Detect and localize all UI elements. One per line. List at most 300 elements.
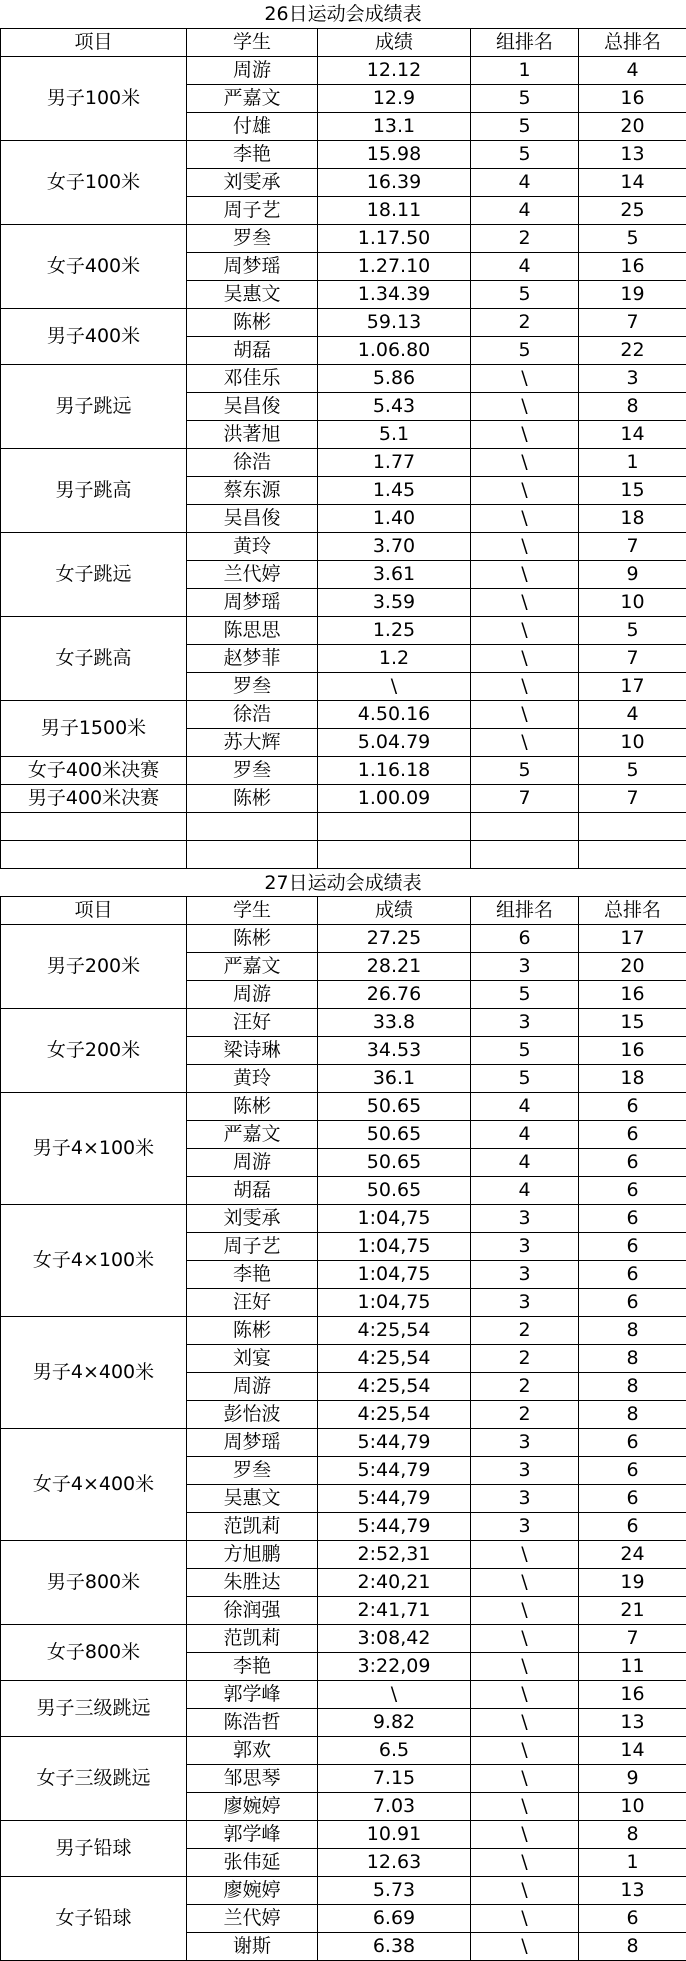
- student-cell: 兰代婷: [187, 1905, 318, 1933]
- overall-rank-cell: 5: [579, 617, 686, 645]
- score-cell: 1.27.10: [318, 253, 471, 281]
- overall-rank-cell: 10: [579, 729, 686, 757]
- student-cell: 廖婉婷: [187, 1793, 318, 1821]
- student-cell: 郭学峰: [187, 1821, 318, 1849]
- group-rank-cell: \: [471, 1709, 579, 1737]
- group-rank-cell: 3: [471, 953, 579, 981]
- overall-rank-cell: 9: [579, 1765, 686, 1793]
- event-cell: 男子跳高: [1, 449, 187, 533]
- overall-rank-cell: 21: [579, 1597, 686, 1625]
- group-rank-cell: 5: [471, 281, 579, 309]
- group-rank-cell: 5: [471, 1037, 579, 1065]
- group-rank-cell: \: [471, 505, 579, 533]
- overall-rank-cell: 13: [579, 1877, 686, 1905]
- group-rank-cell: 4: [471, 253, 579, 281]
- score-cell: 1.06.80: [318, 337, 471, 365]
- group-rank-cell: \: [471, 477, 579, 505]
- score-cell: 5:44,79: [318, 1457, 471, 1485]
- student-cell: 吴昌俊: [187, 393, 318, 421]
- group-rank-cell: 2: [471, 1373, 579, 1401]
- score-cell: 5.43: [318, 393, 471, 421]
- score-cell: 5.1: [318, 421, 471, 449]
- overall-rank-cell: 20: [579, 953, 686, 981]
- overall-rank-cell: 6: [579, 1261, 686, 1289]
- group-rank-cell: 5: [471, 113, 579, 141]
- student-cell: 陈彬: [187, 309, 318, 337]
- overall-rank-cell: 6: [579, 1429, 686, 1457]
- group-rank-cell: 7: [471, 785, 579, 813]
- overall-rank-cell: 25: [579, 197, 686, 225]
- student-cell: 方旭鹏: [187, 1541, 318, 1569]
- score-cell: 9.82: [318, 1709, 471, 1737]
- column-header: 项目: [1, 29, 187, 57]
- group-rank-cell: 3: [471, 1513, 579, 1541]
- score-cell: 26.76: [318, 981, 471, 1009]
- student-cell: 罗叁: [187, 673, 318, 701]
- day2-table-title: 27日运动会成绩表: [264, 872, 422, 894]
- group-rank-cell: 3: [471, 1485, 579, 1513]
- group-rank-cell: 2: [471, 225, 579, 253]
- score-cell: 4.50.16: [318, 701, 471, 729]
- student-cell: [187, 841, 318, 869]
- student-cell: 严嘉文: [187, 953, 318, 981]
- overall-rank-cell: 16: [579, 85, 686, 113]
- event-cell: 女子4×400米: [1, 1429, 187, 1541]
- overall-rank-cell: 7: [579, 1625, 686, 1653]
- score-cell: 1.34.39: [318, 281, 471, 309]
- event-cell: 女子400米: [1, 225, 187, 309]
- group-rank-cell: \: [471, 1933, 579, 1961]
- column-header: 项目: [1, 897, 187, 925]
- table-row: [1, 365, 686, 393]
- overall-rank-cell: [579, 841, 686, 869]
- overall-rank-cell: 9: [579, 561, 686, 589]
- score-cell: 3.61: [318, 561, 471, 589]
- student-cell: 徐浩: [187, 449, 318, 477]
- table-row: [1, 309, 686, 337]
- student-cell: 胡磊: [187, 1177, 318, 1205]
- event-cell: 男子三级跳远: [1, 1681, 187, 1737]
- event-cell: 男子100米: [1, 57, 187, 141]
- score-cell: 5:44,79: [318, 1429, 471, 1457]
- score-cell: 33.8: [318, 1009, 471, 1037]
- student-cell: 黄玲: [187, 1065, 318, 1093]
- score-cell: 1.77: [318, 449, 471, 477]
- overall-rank-cell: 8: [579, 1373, 686, 1401]
- student-cell: 黄玲: [187, 533, 318, 561]
- score-cell: 1:04,75: [318, 1289, 471, 1317]
- overall-rank-cell: 19: [579, 1569, 686, 1597]
- overall-rank-cell: 8: [579, 1821, 686, 1849]
- table-row: [1, 57, 686, 85]
- group-rank-cell: 3: [471, 1289, 579, 1317]
- group-rank-cell: \: [471, 1541, 579, 1569]
- overall-rank-cell: 19: [579, 281, 686, 309]
- event-cell: 男子400米决赛: [1, 785, 187, 813]
- student-cell: 郭学峰: [187, 1681, 318, 1709]
- student-cell: 陈思思: [187, 617, 318, 645]
- student-cell: 李艳: [187, 1261, 318, 1289]
- overall-rank-cell: 4: [579, 57, 686, 85]
- group-rank-cell: \: [471, 617, 579, 645]
- score-cell: 7.03: [318, 1793, 471, 1821]
- table-row: [1, 813, 686, 841]
- overall-rank-cell: 6: [579, 1485, 686, 1513]
- score-cell: 4:25,54: [318, 1317, 471, 1345]
- student-cell: 徐浩: [187, 701, 318, 729]
- student-cell: 周游: [187, 1149, 318, 1177]
- group-rank-cell: 4: [471, 1121, 579, 1149]
- score-cell: [318, 813, 471, 841]
- group-rank-cell: 3: [471, 1261, 579, 1289]
- overall-rank-cell: 10: [579, 589, 686, 617]
- overall-rank-cell: 6: [579, 1149, 686, 1177]
- score-cell: 5:44,79: [318, 1513, 471, 1541]
- event-cell: 男子800米: [1, 1541, 187, 1625]
- overall-rank-cell: 6: [579, 1457, 686, 1485]
- student-cell: 邓佳乐: [187, 365, 318, 393]
- student-cell: 范凯莉: [187, 1625, 318, 1653]
- table-row: [1, 785, 686, 813]
- student-cell: [187, 813, 318, 841]
- group-rank-cell: 3: [471, 1233, 579, 1261]
- student-cell: 吴惠文: [187, 281, 318, 309]
- overall-rank-cell: 18: [579, 505, 686, 533]
- overall-rank-cell: 13: [579, 1709, 686, 1737]
- student-cell: 胡磊: [187, 337, 318, 365]
- column-header: 学生: [187, 29, 318, 57]
- overall-rank-cell: 13: [579, 141, 686, 169]
- event-cell: 男子1500米: [1, 701, 187, 757]
- group-rank-cell: \: [471, 673, 579, 701]
- event-cell: 男子400米: [1, 309, 187, 365]
- table-row: [1, 225, 686, 253]
- score-cell: 1.2: [318, 645, 471, 673]
- event-cell: 女子4×100米: [1, 1205, 187, 1317]
- table-row: [1, 757, 686, 785]
- overall-rank-cell: [579, 813, 686, 841]
- student-cell: 陈浩哲: [187, 1709, 318, 1737]
- group-rank-cell: \: [471, 1849, 579, 1877]
- overall-rank-cell: 8: [579, 1345, 686, 1373]
- overall-rank-cell: 14: [579, 169, 686, 197]
- event-cell: [1, 841, 187, 869]
- student-cell: 刘雯承: [187, 169, 318, 197]
- score-cell: 7.15: [318, 1765, 471, 1793]
- group-rank-cell: \: [471, 1597, 579, 1625]
- score-cell: 1:04,75: [318, 1233, 471, 1261]
- student-cell: 刘宴: [187, 1345, 318, 1373]
- group-rank-cell: \: [471, 645, 579, 673]
- student-cell: 罗叁: [187, 757, 318, 785]
- group-rank-cell: \: [471, 561, 579, 589]
- group-rank-cell: 4: [471, 1149, 579, 1177]
- group-rank-cell: \: [471, 421, 579, 449]
- student-cell: 周游: [187, 57, 318, 85]
- overall-rank-cell: 6: [579, 1093, 686, 1121]
- group-rank-cell: \: [471, 533, 579, 561]
- score-cell: 2:40,21: [318, 1569, 471, 1597]
- group-rank-cell: \: [471, 1681, 579, 1709]
- score-cell: 5:44,79: [318, 1485, 471, 1513]
- score-cell: 3:22,09: [318, 1653, 471, 1681]
- table-row: [1, 925, 686, 953]
- group-rank-cell: 5: [471, 141, 579, 169]
- overall-rank-cell: 8: [579, 393, 686, 421]
- score-cell: \: [318, 673, 471, 701]
- group-rank-cell: 5: [471, 981, 579, 1009]
- score-cell: 6.38: [318, 1933, 471, 1961]
- group-rank-cell: 4: [471, 169, 579, 197]
- event-cell: 男子铅球: [1, 1821, 187, 1877]
- student-cell: 周梦瑶: [187, 589, 318, 617]
- overall-rank-cell: 6: [579, 1513, 686, 1541]
- table-row: [1, 1317, 686, 1345]
- score-cell: 2:52,31: [318, 1541, 471, 1569]
- group-rank-cell: 3: [471, 1205, 579, 1233]
- group-rank-cell: 5: [471, 1065, 579, 1093]
- score-cell: \: [318, 1681, 471, 1709]
- table-row: [1, 1821, 686, 1849]
- overall-rank-cell: 11: [579, 1653, 686, 1681]
- day1-table-title: 26日运动会成绩表: [264, 3, 422, 25]
- overall-rank-cell: 10: [579, 1793, 686, 1821]
- group-rank-cell: 2: [471, 1345, 579, 1373]
- overall-rank-cell: 8: [579, 1933, 686, 1961]
- student-cell: 陈彬: [187, 1093, 318, 1121]
- score-cell: 1.17.50: [318, 225, 471, 253]
- table-row: [1, 1429, 686, 1457]
- student-cell: 刘雯承: [187, 1205, 318, 1233]
- group-rank-cell: \: [471, 701, 579, 729]
- student-cell: 罗叁: [187, 1457, 318, 1485]
- score-cell: 1.45: [318, 477, 471, 505]
- group-rank-cell: 6: [471, 925, 579, 953]
- overall-rank-cell: 3: [579, 365, 686, 393]
- group-rank-cell: \: [471, 1905, 579, 1933]
- column-header: 学生: [187, 897, 318, 925]
- score-cell: 6.5: [318, 1737, 471, 1765]
- column-header: 组排名: [471, 29, 579, 57]
- student-cell: 朱胜达: [187, 1569, 318, 1597]
- score-cell: 5.86: [318, 365, 471, 393]
- overall-rank-cell: 7: [579, 309, 686, 337]
- event-cell: 男子200米: [1, 925, 187, 1009]
- score-cell: 4:25,54: [318, 1345, 471, 1373]
- event-cell: 女子100米: [1, 141, 187, 225]
- event-cell: 男子4×400米: [1, 1317, 187, 1429]
- event-cell: 男子跳远: [1, 365, 187, 449]
- score-cell: [318, 841, 471, 869]
- score-cell: 4:25,54: [318, 1401, 471, 1429]
- column-header: 成绩: [318, 897, 471, 925]
- overall-rank-cell: 7: [579, 645, 686, 673]
- event-cell: 女子200米: [1, 1009, 187, 1093]
- overall-rank-cell: 7: [579, 533, 686, 561]
- group-rank-cell: 2: [471, 1317, 579, 1345]
- score-cell: 5.73: [318, 1877, 471, 1905]
- group-rank-cell: \: [471, 729, 579, 757]
- day2-results-table: [0, 896, 686, 1961]
- overall-rank-cell: 5: [579, 757, 686, 785]
- student-cell: 严嘉文: [187, 85, 318, 113]
- student-cell: 严嘉文: [187, 1121, 318, 1149]
- table-row: [1, 449, 686, 477]
- event-cell: 女子铅球: [1, 1877, 187, 1961]
- score-cell: 1:04,75: [318, 1261, 471, 1289]
- student-cell: 谢斯: [187, 1933, 318, 1961]
- event-cell: 男子4×100米: [1, 1093, 187, 1205]
- overall-rank-cell: 1: [579, 1849, 686, 1877]
- score-cell: 12.63: [318, 1849, 471, 1877]
- student-cell: 蔡东源: [187, 477, 318, 505]
- table-row: [1, 1681, 686, 1709]
- overall-rank-cell: 15: [579, 1009, 686, 1037]
- column-header: 总排名: [579, 29, 686, 57]
- overall-rank-cell: 6: [579, 1205, 686, 1233]
- score-cell: 12.12: [318, 57, 471, 85]
- student-cell: 范凯莉: [187, 1513, 318, 1541]
- student-cell: 汪好: [187, 1009, 318, 1037]
- student-cell: 周游: [187, 981, 318, 1009]
- event-cell: 女子跳远: [1, 533, 187, 617]
- group-rank-cell: \: [471, 1625, 579, 1653]
- group-rank-cell: [471, 813, 579, 841]
- score-cell: 34.53: [318, 1037, 471, 1065]
- score-cell: 12.9: [318, 85, 471, 113]
- group-rank-cell: \: [471, 1793, 579, 1821]
- group-rank-cell: \: [471, 1653, 579, 1681]
- overall-rank-cell: 5: [579, 225, 686, 253]
- score-cell: 50.65: [318, 1149, 471, 1177]
- student-cell: 吴惠文: [187, 1485, 318, 1513]
- group-rank-cell: \: [471, 1765, 579, 1793]
- event-cell: 女子三级跳远: [1, 1737, 187, 1821]
- score-cell: 2:41,71: [318, 1597, 471, 1625]
- overall-rank-cell: 16: [579, 981, 686, 1009]
- table-row: [1, 1009, 686, 1037]
- student-cell: 廖婉婷: [187, 1877, 318, 1905]
- overall-rank-cell: 15: [579, 477, 686, 505]
- student-cell: 苏大辉: [187, 729, 318, 757]
- score-cell: 10.91: [318, 1821, 471, 1849]
- group-rank-cell: \: [471, 449, 579, 477]
- student-cell: 李艳: [187, 1653, 318, 1681]
- group-rank-cell: \: [471, 1737, 579, 1765]
- student-cell: 周梦瑶: [187, 1429, 318, 1457]
- column-header: 组排名: [471, 897, 579, 925]
- overall-rank-cell: 6: [579, 1233, 686, 1261]
- overall-rank-cell: 1: [579, 449, 686, 477]
- student-cell: 郭欢: [187, 1737, 318, 1765]
- group-rank-cell: 4: [471, 1177, 579, 1205]
- column-header: 总排名: [579, 897, 686, 925]
- table-row: [1, 1625, 686, 1653]
- overall-rank-cell: 14: [579, 421, 686, 449]
- overall-rank-cell: 7: [579, 785, 686, 813]
- group-rank-cell: 1: [471, 57, 579, 85]
- score-cell: 3.70: [318, 533, 471, 561]
- student-cell: 李艳: [187, 141, 318, 169]
- group-rank-cell: \: [471, 1877, 579, 1905]
- table-row: [1, 701, 686, 729]
- group-rank-cell: 3: [471, 1429, 579, 1457]
- score-cell: 50.65: [318, 1177, 471, 1205]
- overall-rank-cell: 17: [579, 925, 686, 953]
- score-cell: 18.11: [318, 197, 471, 225]
- student-cell: 梁诗琳: [187, 1037, 318, 1065]
- score-cell: 59.13: [318, 309, 471, 337]
- student-cell: 陈彬: [187, 1317, 318, 1345]
- overall-rank-cell: 8: [579, 1401, 686, 1429]
- overall-rank-cell: 6: [579, 1905, 686, 1933]
- student-cell: 兰代婷: [187, 561, 318, 589]
- overall-rank-cell: 6: [579, 1177, 686, 1205]
- group-rank-cell: 5: [471, 337, 579, 365]
- header-row: [1, 29, 686, 57]
- group-rank-cell: 5: [471, 85, 579, 113]
- overall-rank-cell: 17: [579, 673, 686, 701]
- score-cell: 16.39: [318, 169, 471, 197]
- event-cell: [1, 813, 187, 841]
- student-cell: 汪好: [187, 1289, 318, 1317]
- overall-rank-cell: 16: [579, 253, 686, 281]
- score-cell: 1.25: [318, 617, 471, 645]
- overall-rank-cell: 18: [579, 1065, 686, 1093]
- score-cell: 50.65: [318, 1093, 471, 1121]
- overall-rank-cell: 8: [579, 1317, 686, 1345]
- overall-rank-cell: 22: [579, 337, 686, 365]
- group-rank-cell: 5: [471, 757, 579, 785]
- student-cell: 洪著旭: [187, 421, 318, 449]
- group-rank-cell: \: [471, 1569, 579, 1597]
- student-cell: 罗叁: [187, 225, 318, 253]
- table-row: [1, 1877, 686, 1905]
- table-row: [1, 141, 686, 169]
- score-cell: 6.69: [318, 1905, 471, 1933]
- group-rank-cell: \: [471, 393, 579, 421]
- day1-results-table: [0, 28, 686, 869]
- score-cell: 36.1: [318, 1065, 471, 1093]
- student-cell: 周子艺: [187, 1233, 318, 1261]
- group-rank-cell: 3: [471, 1457, 579, 1485]
- score-cell: 50.65: [318, 1121, 471, 1149]
- overall-rank-cell: 6: [579, 1121, 686, 1149]
- student-cell: 付雄: [187, 113, 318, 141]
- overall-rank-cell: 6: [579, 1289, 686, 1317]
- group-rank-cell: 2: [471, 309, 579, 337]
- score-cell: 1.00.09: [318, 785, 471, 813]
- group-rank-cell: \: [471, 1821, 579, 1849]
- table-row: [1, 841, 686, 869]
- group-rank-cell: 3: [471, 1009, 579, 1037]
- table-row: [1, 1205, 686, 1233]
- table-row: [1, 1541, 686, 1569]
- group-rank-cell: \: [471, 365, 579, 393]
- score-cell: 1.40: [318, 505, 471, 533]
- score-cell: 4:25,54: [318, 1373, 471, 1401]
- score-cell: 1.16.18: [318, 757, 471, 785]
- event-cell: 女子400米决赛: [1, 757, 187, 785]
- student-cell: 吴昌俊: [187, 505, 318, 533]
- score-cell: 3:08,42: [318, 1625, 471, 1653]
- student-cell: 赵梦菲: [187, 645, 318, 673]
- score-cell: 5.04.79: [318, 729, 471, 757]
- overall-rank-cell: 14: [579, 1737, 686, 1765]
- event-cell: 女子跳高: [1, 617, 187, 701]
- student-cell: 周梦瑶: [187, 253, 318, 281]
- overall-rank-cell: 16: [579, 1037, 686, 1065]
